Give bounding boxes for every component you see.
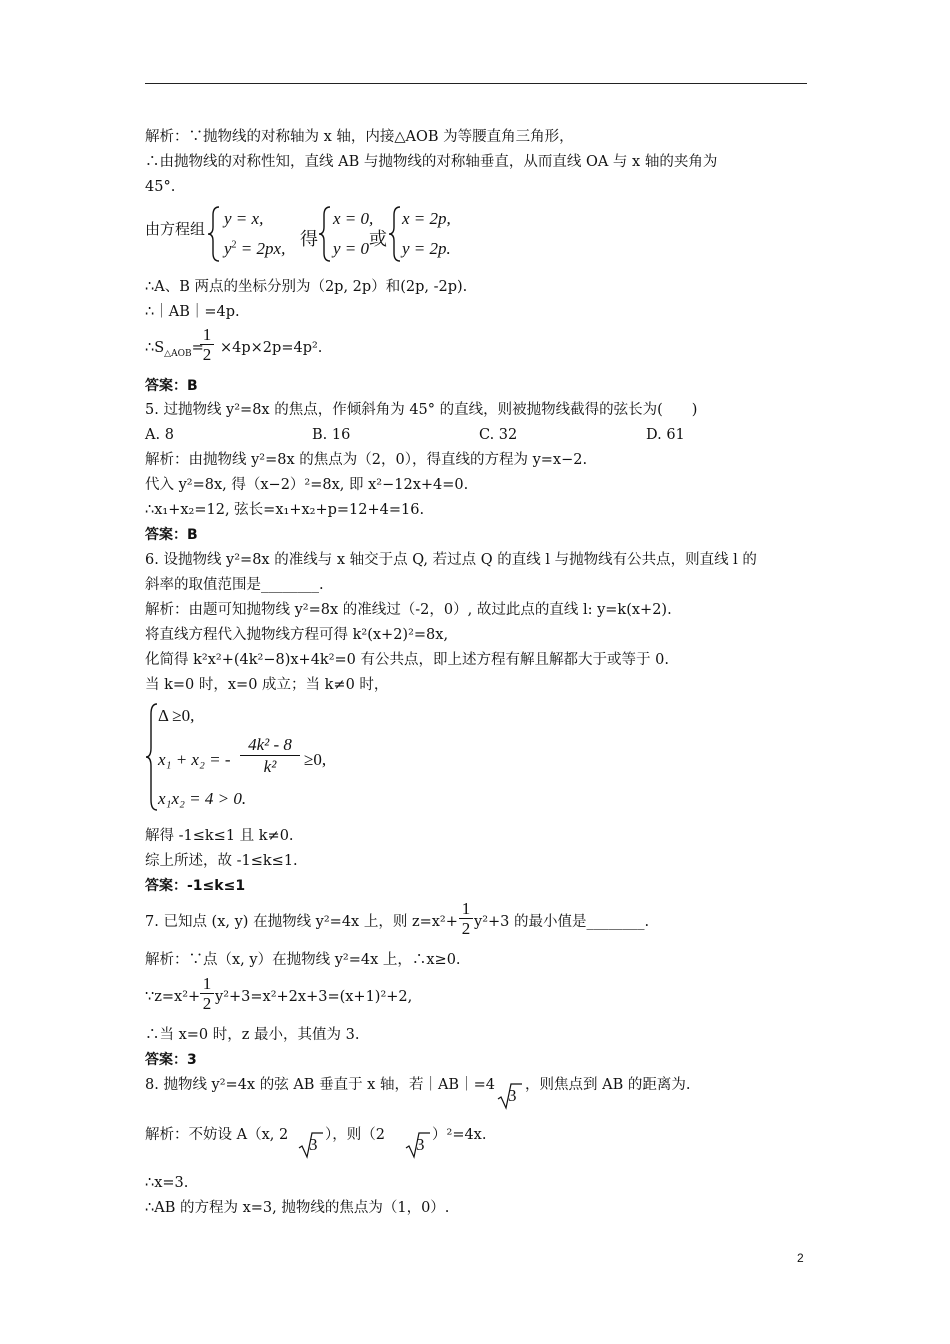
left-brace-icon bbox=[388, 205, 402, 263]
answer-label: 答案：B bbox=[145, 527, 198, 543]
answer-label: 答案：3 bbox=[145, 1052, 197, 1068]
left-brace-icon bbox=[145, 702, 159, 812]
solution-line: ），则（2 bbox=[325, 1127, 385, 1143]
solution-line: 45°. bbox=[145, 179, 176, 195]
fraction-one-half: $\frac{1}{2}$ bbox=[200, 326, 214, 365]
solution-line: 解得 -1≤k≤1 且 k≠0. bbox=[145, 828, 294, 844]
fraction-one-half: $\frac{1}{2}$ bbox=[459, 900, 473, 939]
solution-line: 综上所述，故 -1≤k≤1. bbox=[145, 853, 298, 869]
solution-line: ∴AB 的方程为 x=3, 抛物线的焦点为（1，0）. bbox=[145, 1200, 450, 1216]
solution-line: 由方程组 bbox=[145, 220, 206, 238]
solution-line: ∴x=3. bbox=[145, 1175, 189, 1191]
left-brace-icon bbox=[207, 205, 221, 263]
option-c: C. 32 bbox=[479, 427, 518, 443]
solution-line: 代入 y²=8x, 得（x−2）²=8x, 即 x²−12x+4=0. bbox=[145, 477, 469, 493]
option-b: B. 16 bbox=[312, 427, 351, 443]
question-8: ，则焦点到 AB 的距离为. bbox=[525, 1077, 691, 1093]
answer-label: 答案：B bbox=[145, 378, 198, 394]
connector-text: 得 bbox=[300, 229, 318, 250]
answer-label: 答案：-1≤k≤1 bbox=[145, 878, 246, 894]
solution-line: y²+3=x²+2x+3=(x+1)²+2, bbox=[215, 989, 413, 1005]
radicand: 3 bbox=[309, 1135, 318, 1154]
solution-line: ∴x₁+x₂=12, 弦长=x₁+x₂+p=12+4=16. bbox=[145, 502, 425, 518]
left-brace-icon bbox=[318, 205, 332, 263]
radicand: 3 bbox=[416, 1135, 425, 1154]
solution-line: ∴｜AB｜=4p. bbox=[145, 304, 240, 320]
solution-line: 化简得 k²x²+(4k²−8)x+4k²=0 有公共点，即上述方程有解且解都大于或等于 0. bbox=[145, 652, 669, 668]
question-7: y²+3 的最小值是________. bbox=[474, 914, 650, 930]
solution-line: 解析：由题可知抛物线 y²=8x 的准线过（-2，0）, 故过此点的直线 l: y=k(x+2). bbox=[145, 602, 672, 618]
solution-line: ×4p×2p=4p². bbox=[220, 340, 323, 356]
option-d: D. 61 bbox=[646, 427, 685, 443]
fraction: $\frac{\text{4k² - 8}}{\text{k²}}$ bbox=[240, 734, 300, 778]
solution-line: 将直线方程代入抛物线方程可得 k²(x+2)²=8x, bbox=[145, 627, 449, 643]
solution-line: 解析：∵抛物线的对称轴为 x 轴，内接△AOB 为等腰直角三角形， bbox=[145, 129, 574, 145]
solution-line: 解析：不妨设 A（x, 2 bbox=[145, 1127, 289, 1143]
fraction-one-half: $\frac{1}{2}$ bbox=[200, 975, 214, 1014]
page-number: 2 bbox=[797, 1251, 804, 1265]
equation-row: ≥0, bbox=[304, 750, 327, 769]
equation-row: Δ ≥0, bbox=[158, 706, 195, 725]
question-6: 6. 设抛物线 y²=8x 的准线与 x 轴交于点 Q, 若过点 Q 的直线 l 与抛物线有公共点，则直线 l 的 bbox=[145, 552, 757, 568]
question-5: 5. 过抛物线 y²=8x 的焦点，作倾斜角为 45° 的直线，则被抛物线截得的弦长为( ) bbox=[145, 402, 698, 418]
equation-row: x₁x₂ = 4 > 0. bbox=[158, 789, 247, 808]
solution-line: ∵z=x²+ bbox=[145, 989, 201, 1005]
equation-row: $y^2 = 2px$, bbox=[224, 239, 286, 258]
solution-line: ∴A、B 两点的坐标分别为（2p, 2p）和(2p, -2p). bbox=[145, 279, 468, 295]
question-8: 8. 抛物线 y²=4x 的弦 AB 垂直于 x 轴，若｜AB｜=4 bbox=[145, 1077, 495, 1093]
equation-row: x = 2p, bbox=[402, 209, 451, 228]
question-7: 7. 已知点 (x, y) 在抛物线 y²=4x 上，则 z=x²+ bbox=[145, 914, 458, 930]
equation-row: x₁ + x₂ = - bbox=[158, 750, 231, 769]
question-6: 斜率的取值范围是________. bbox=[145, 577, 324, 593]
solution-line: 解析：由抛物线 y²=8x 的焦点为（2，0），得直线的方程为 y=x−2. bbox=[145, 452, 588, 468]
equation-row: y = x, bbox=[224, 209, 264, 228]
connector-text: 或 bbox=[369, 229, 387, 250]
equation-row: y = 0 bbox=[333, 239, 370, 258]
equation-row: x = 0, bbox=[333, 209, 374, 228]
radicand: 3 bbox=[508, 1086, 517, 1105]
solution-line: ∴当 x=0 时，z 最小，其值为 3. bbox=[145, 1027, 360, 1043]
header-rule bbox=[145, 83, 807, 84]
solution-line: $\therefore S_{\triangle AOB}=$ bbox=[145, 340, 204, 359]
solution-line: 当 k=0 时，x=0 成立；当 k≠0 时， bbox=[145, 677, 389, 693]
option-a: A. 8 bbox=[145, 427, 174, 443]
solution-line: ）²=4x. bbox=[432, 1127, 487, 1143]
solution-line: ∴由抛物线的对称性知，直线 AB 与抛物线的对称轴垂直，从而直线 OA 与 x 轴的夹角为 bbox=[145, 154, 718, 170]
equation-row: y = 2p. bbox=[402, 239, 451, 258]
solution-line: 解析：∵点（x, y）在抛物线 y²=4x 上，∴x≥0. bbox=[145, 952, 461, 968]
